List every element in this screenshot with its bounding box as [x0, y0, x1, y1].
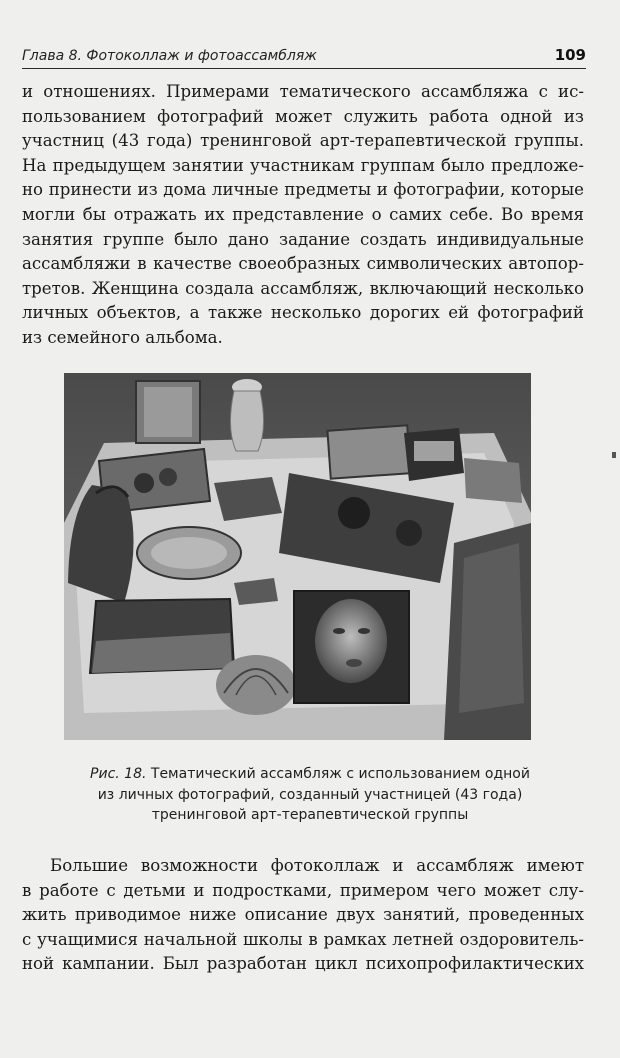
text-line: пользованием фотографий может служить работа одной из — [22, 106, 584, 126]
figure-caption — [40, 764, 580, 826]
caption-line — [40, 764, 580, 785]
text-line: с учащимися начальной школы в рамках летней оздоровитель- — [22, 929, 584, 949]
chapter-title: Глава 8. Фотоколлаж и фотоассамбляж — [22, 48, 317, 64]
text-line: участниц (43 года) тренинговой арт-терапевтической группы. — [22, 131, 584, 151]
text-line: ной кампании. Был разработан цикл психопрофилактических — [22, 954, 584, 974]
caption-line: из личных фотографий, созданный участницей (43 года) — [97, 786, 523, 803]
text-line: но принести из дома личные предметы и фотографии, которые — [22, 180, 584, 200]
page-number: 109 — [554, 46, 586, 64]
paragraph-children — [22, 854, 584, 977]
text-line: личных объектов, а также несколько дорогих ей фотографий — [22, 303, 584, 323]
text-line: Большие возможности фотоколлаж и ассамбляж имеют — [50, 856, 584, 875]
text-line: На предыдущем занятии участникам группам было предложе- — [22, 155, 584, 175]
text-line: занятия группе было дано задание создать индивидуальные — [22, 229, 584, 249]
text-line: могли бы отражать их представление о самих себе. Во время — [22, 204, 584, 224]
caption-line: тренинговой арт-терапевтической группы — [151, 807, 469, 823]
paragraph-intro — [22, 80, 584, 351]
text-line: в работе с детьми и подростками, примером чего может слу- — [22, 880, 584, 900]
text-line: и отношениях. Примерами тематического ассамбляжа с ис- — [22, 82, 584, 101]
assemblage-photo — [64, 373, 531, 740]
text-line: третов. Женщина создала ассамбляж, включающий несколько — [22, 278, 584, 298]
scan-mark — [612, 452, 616, 458]
running-header — [22, 44, 586, 69]
text-line: жить приводимое ниже описание двух занятий, проведенных — [22, 905, 584, 925]
text-line: из семейного альбома. — [22, 327, 223, 347]
figure-label: Рис. 18. — [90, 766, 147, 782]
caption-text: Тематический ассамбляж с использованием одной — [150, 766, 530, 782]
text-line: ассамбляжи в качестве своеобразных символических автопор- — [22, 254, 584, 274]
photo-illustration — [64, 373, 531, 740]
